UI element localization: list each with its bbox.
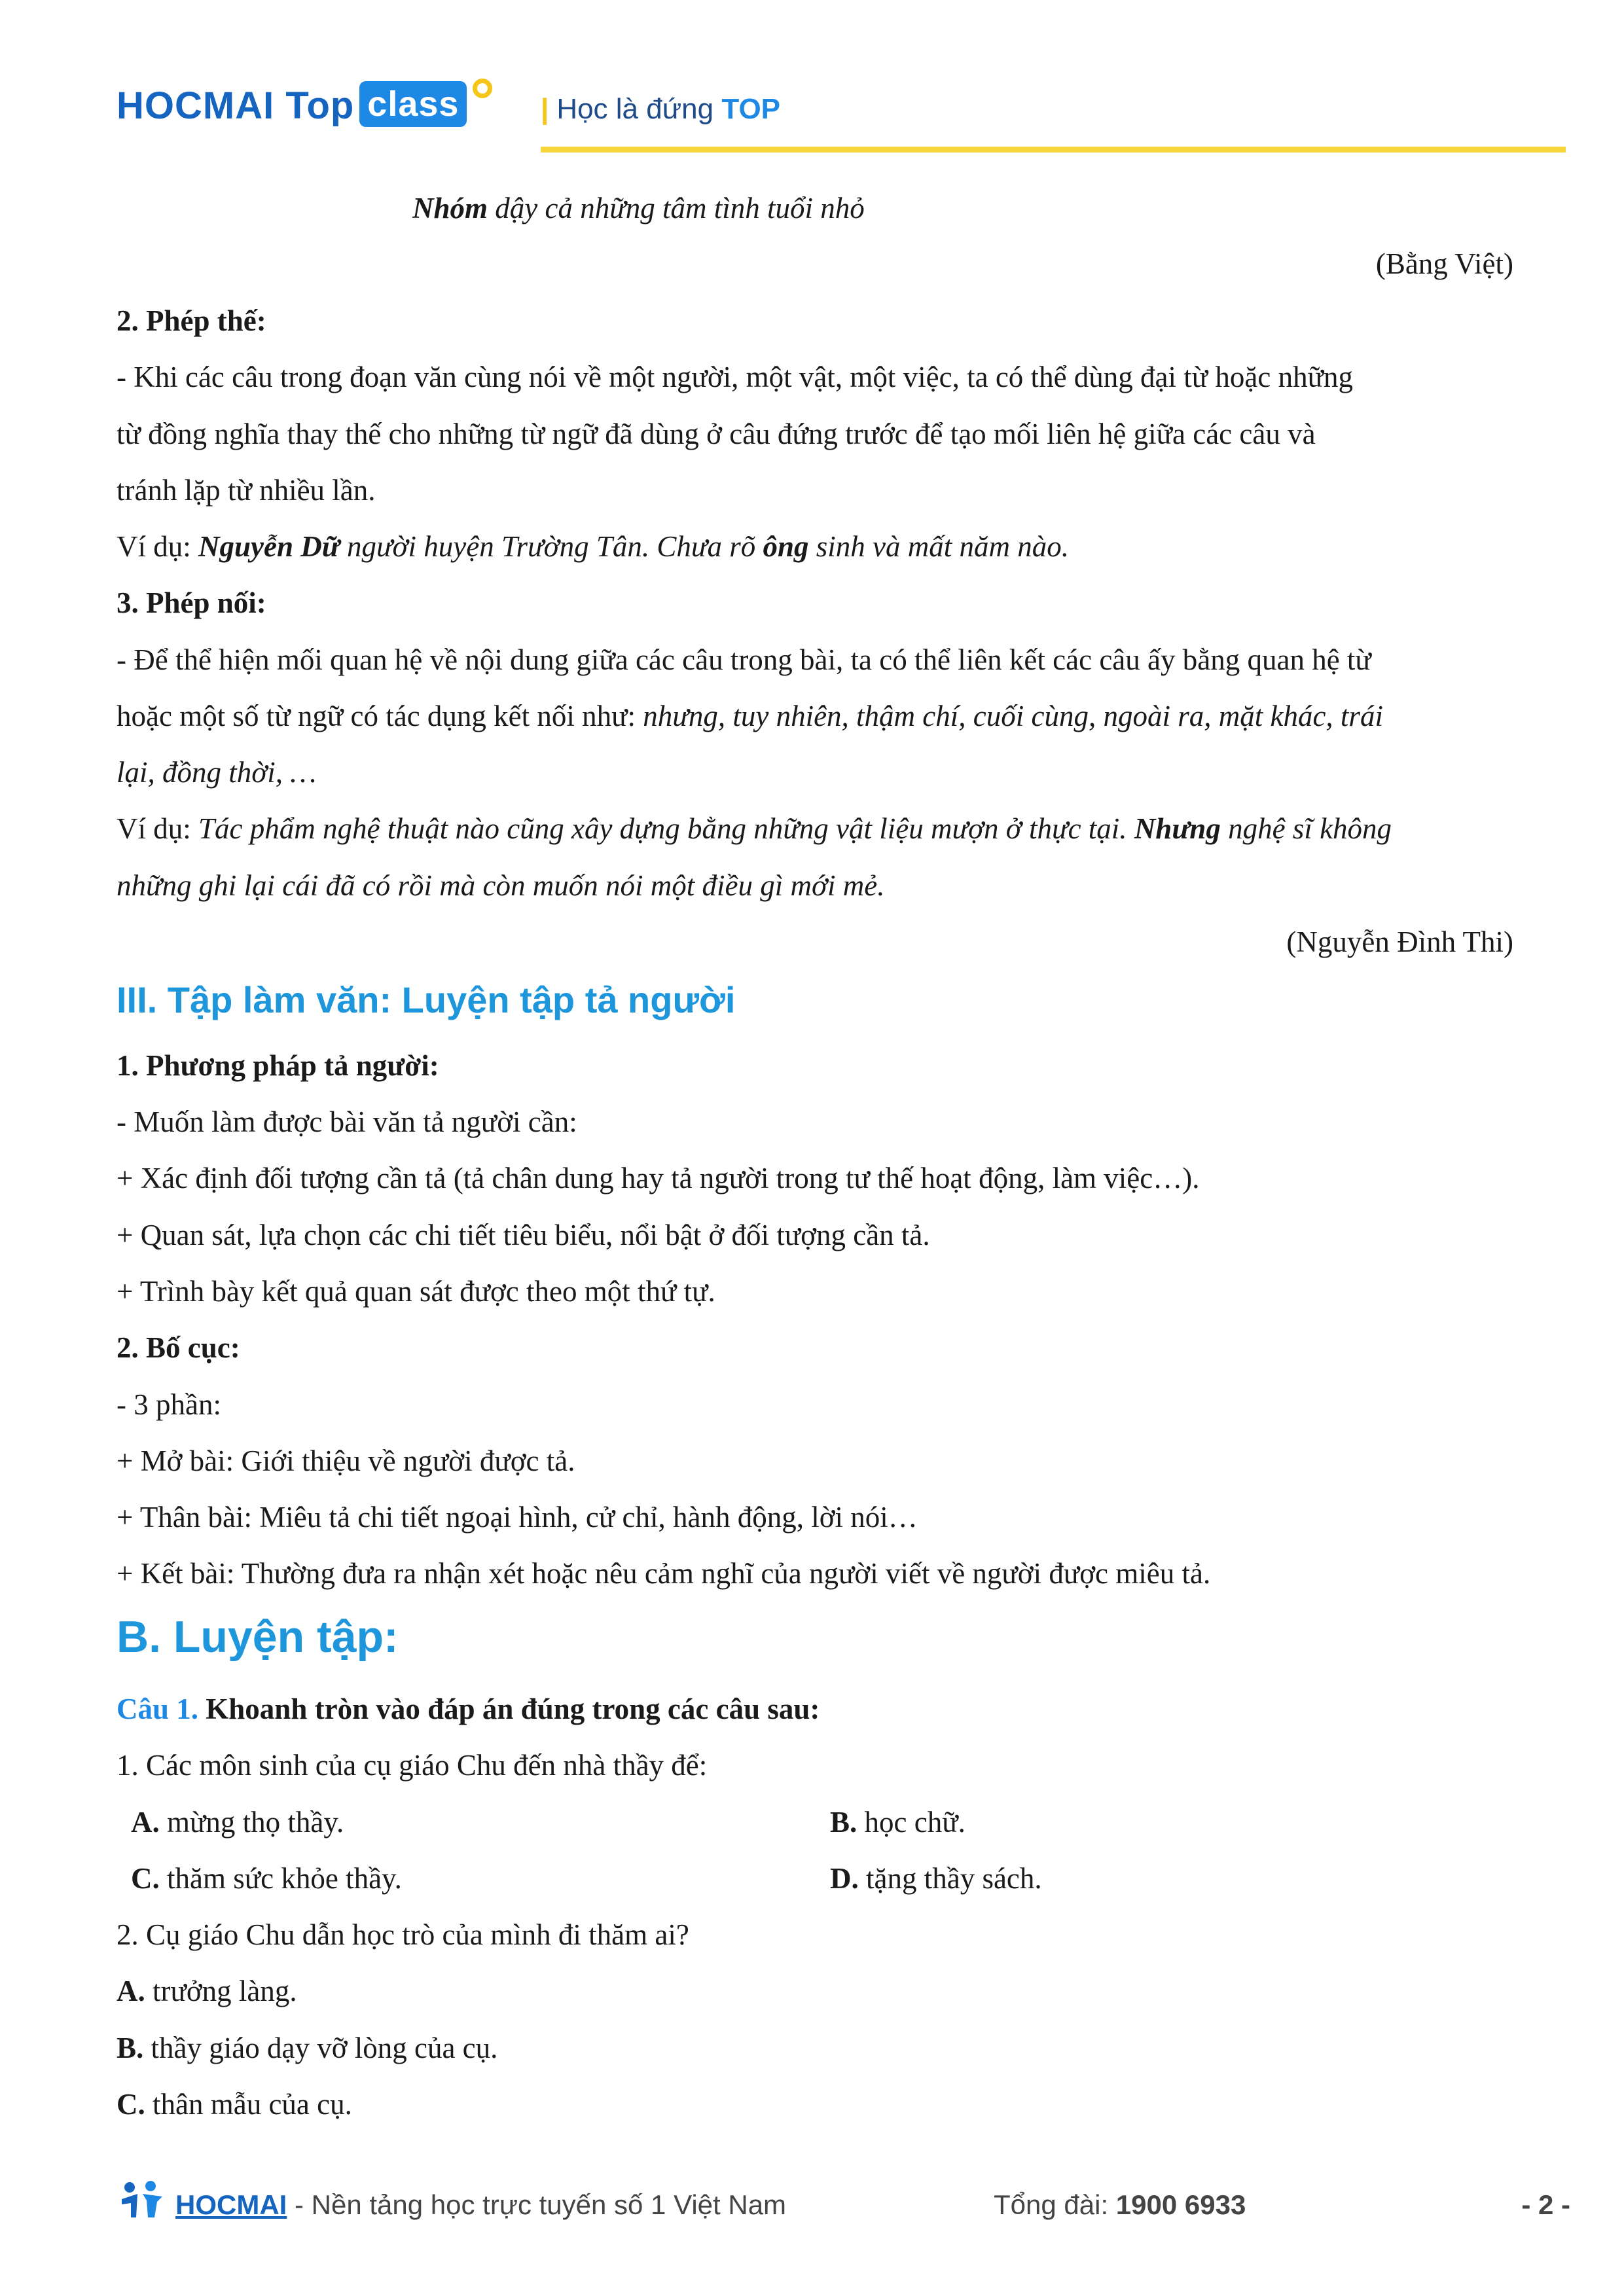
subsection-title-method: 1. Phương pháp tả người: [117, 1049, 439, 1082]
hocmai-people-icon [117, 2179, 168, 2223]
list-item: - Muốn làm được bài văn tả người cần: [117, 1105, 577, 1138]
list-item: + Kết bài: Thường đưa ra nhận xét hoặc nêu cảm nghĩ của người viết về người được miêu tả. [117, 1557, 1211, 1590]
page-number: - 2 - [1521, 2189, 1570, 2220]
option-c[interactable]: C. thăm sức khỏe thầy. [131, 1862, 402, 1895]
list-item: - 3 phần: [117, 1388, 221, 1421]
paragraph-line: lại, đồng thời, … [117, 756, 317, 789]
subsection-title-layout: 2. Bố cục: [117, 1331, 240, 1364]
question-1-2: 2. Cụ giáo Chu dẫn học trò của mình đi thăm ai? [117, 1918, 689, 1951]
hocmai-topclass-logo [117, 84, 467, 130]
divider-bar: | [541, 93, 549, 125]
logo-badge: class [359, 81, 467, 127]
poem-line: Nhóm dậy cả những tâm tình tuổi nhỏ [412, 192, 865, 224]
option-a[interactable]: A. mừng thọ thầy. [131, 1806, 344, 1839]
list-item: + Quan sát, lựa chọn các chi tiết tiêu biểu, nổi bật ở đối tượng cần tả. [117, 1219, 930, 1251]
heading-part-iii: III. Tập làm văn: Luyện tập tả người [117, 979, 736, 1020]
option-b[interactable]: B. học chữ. [830, 1806, 965, 1839]
example-phep-noi-line2: những ghi lại cái đã có rồi mà còn muốn nói một điều gì mới mẻ. [117, 869, 885, 902]
sun-icon [473, 79, 492, 98]
list-item: + Xác định đối tượng cần tả (tả chân dung hay tả người trong tư thế hoạt động, làm việc…). [117, 1162, 1200, 1194]
quote-author: (Nguyễn Đình Thi) [1286, 925, 1513, 958]
footer-hotline: Tổng đài: 1900 6933 [994, 2189, 1246, 2220]
header-divider [541, 147, 1566, 152]
paragraph-line: - Khi các câu trong đoạn văn cùng nói về một người, một vật, một việc, ta có thể dùng đại từ hoặc những [117, 361, 1353, 393]
question-1-title: Câu 1. Khoanh tròn vào đáp án đúng trong các câu sau: [117, 1693, 820, 1725]
footer-brand-link[interactable]: HOCMAI [175, 2189, 287, 2220]
poem-author: (Bằng Việt) [1375, 247, 1513, 280]
paragraph-line: từ đồng nghĩa thay thế cho những từ ngữ đã dùng ở câu đứng trước để tạo mối liên hệ giữa các câu và [117, 418, 1316, 450]
footer-tagline: HOCMAI - Nền tảng học trực tuyến số 1 Việt Nam [175, 2189, 787, 2220]
option-c[interactable]: C. thân mẫu của cụ. [117, 2088, 352, 2121]
paragraph-line: - Để thể hiện mối quan hệ về nội dung giữa các câu trong bài, ta có thể liên kết các câu ấy bằng quan hệ từ [117, 643, 1371, 676]
option-a[interactable]: A. trưởng làng. [117, 1975, 297, 2007]
list-item: + Mở bài: Giới thiệu về người được tả. [117, 1444, 575, 1477]
heading-part-b: B. Luyện tập: [117, 1612, 399, 1662]
list-item: + Trình bày kết quả quan sát được theo một thứ tự. [117, 1275, 715, 1308]
header-slogan [541, 93, 780, 126]
example-phep-noi: Ví dụ: Tác phẩm nghệ thuật nào cũng xây dựng bằng những vật liệu mượn ở thực tại. Nhưng nghệ sĩ không [117, 812, 1392, 845]
option-d[interactable]: D. tặng thầy sách. [830, 1862, 1042, 1895]
section-title-phep-the: 2. Phép thế: [117, 304, 266, 337]
option-b[interactable]: B. thầy giáo dạy vỡ lòng của cụ. [117, 2032, 498, 2064]
slogan-text: Học là đứng [556, 93, 714, 125]
example-phep-the: Ví dụ: Nguyễn Dữ người huyện Trường Tân. Chưa rõ ông sinh và mất năm nào. [117, 530, 1069, 563]
logo-text: HOCMAI Top [117, 84, 355, 127]
section-title-phep-noi: 3. Phép nối: [117, 586, 266, 619]
question-1-1: 1. Các môn sinh của cụ giáo Chu đến nhà thầy để: [117, 1749, 708, 1782]
slogan-top: TOP [721, 93, 781, 125]
paragraph-line: tránh lặp từ nhiều lần. [117, 474, 376, 507]
paragraph-line: hoặc một số từ ngữ có tác dụng kết nối như: nhưng, tuy nhiên, thậm chí, cuối cùng, ngoài ra, mặt khác, trái [117, 700, 1383, 732]
list-item: + Thân bài: Miêu tả chi tiết ngoại hình, cử chỉ, hành động, lời nói… [117, 1501, 918, 1534]
